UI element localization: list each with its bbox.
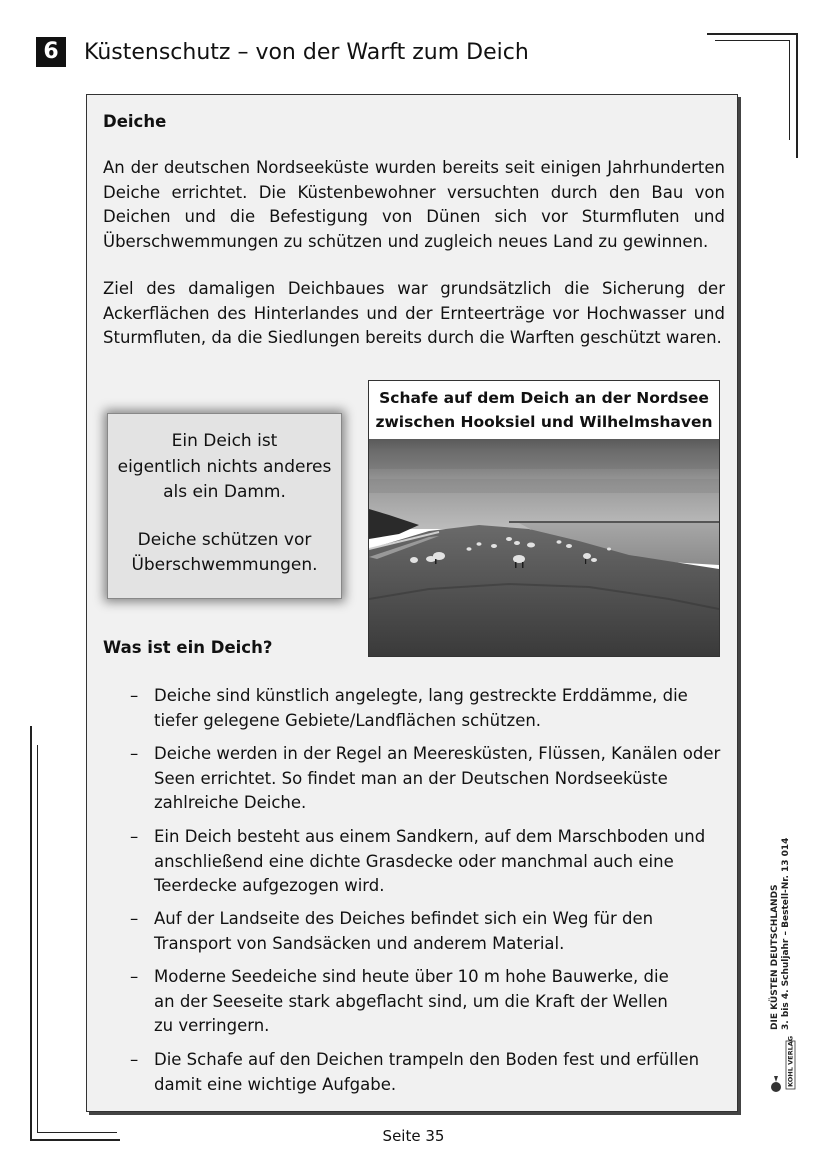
bullet-dash: – <box>130 686 139 705</box>
bullet-dash: – <box>130 744 139 763</box>
bullet-text-line: zu verringern. <box>154 1016 270 1035</box>
paragraph-intro: An der deutschen Nordseeküste wurden bereits seit einigen Jahrhunderten Deiche errichtet. Die Küstenbewohner versuchten durch den Bau von Deichen und die Befestigung von Dünen sich vor Sturmfluten und Überschwemmungen zu schützen und zugleich neues Land zu gewinnen. <box>103 158 725 252</box>
info-box-line: eigentlich nichts anderes <box>117 456 332 477</box>
bullet-dash: – <box>130 967 139 986</box>
bullet-text-line: Auf der Landseite des Deiches befindet sich ein Weg für den <box>154 909 654 928</box>
bullet-text-line: Moderne Seedeiche sind heute über 10 m hohe Bauwerke, die <box>154 967 669 986</box>
bullet-text-line: Transport von Sandsäcken und anderem Material. <box>154 933 565 953</box>
photo-caption <box>369 381 719 439</box>
page-title: Küstenschutz – von der Warft zum Deich <box>84 40 529 65</box>
bullet-text-line: Deiche werden in der Regel an Meeresküsten, Flüssen, Kanälen oder <box>154 744 721 763</box>
publication-title: DIE KÜSTEN DEUTSCHLANDS <box>770 884 780 1030</box>
bullet-text-line: Seen errichtet. So findet man an der Deutschen Nordseeküste <box>154 768 668 788</box>
section-heading-what-is-dike: Was ist ein Deich? <box>103 638 273 657</box>
publication-order-number: 3. bis 4. Schuljahr – Bestell-Nr. 13 014 <box>781 837 791 1030</box>
corner-decoration <box>30 726 32 1140</box>
bullet-text-line: an der Seeseite stark abgeflacht sind, um die Kraft der Wellen <box>154 991 668 1011</box>
bullet-text-line: tiefer gelegene Gebiete/Landflächen schützen. <box>154 710 542 730</box>
dike-sheep-photo <box>369 439 719 656</box>
photo-figure <box>368 380 720 657</box>
corner-decoration <box>789 40 790 140</box>
info-box-line: Deiche schützen vor <box>137 529 312 550</box>
chapter-number-badge: 6 <box>36 37 66 67</box>
bullet-text-line: Ein Deich besteht aus einem Sandkern, auf dem Marschboden und <box>154 827 706 846</box>
photo-caption-line: zwischen Hooksiel und Wilhelmshaven <box>375 413 713 431</box>
bullet-text-line: anschließend eine dichte Grasdecke oder manchmal auch eine <box>154 851 674 871</box>
bullet-text-line: Teerdecke aufgezogen wird. <box>154 876 385 895</box>
paragraph-goal: Ziel des damaligen Deichbaues war grundsätzlich die Sicherung der Ackerflächen des Hinterlandes und der Ernteerträge vor Hochwasser und Sturmfluten, da die Siedlungen bereits durch die Warften geschützt waren. <box>103 279 725 348</box>
info-box-line: Ein Deich ist <box>171 431 278 451</box>
bullet-text-line: damit eine wichtige Aufgabe. <box>154 1074 397 1094</box>
publisher-name: KOHL VERLAG <box>786 1035 795 1087</box>
corner-decoration <box>715 40 790 41</box>
corner-decoration <box>707 33 797 35</box>
info-box <box>107 413 342 599</box>
publisher-logo <box>768 1035 798 1095</box>
section-heading-deiche: Deiche <box>103 112 167 131</box>
info-box-line: als ein Damm. <box>163 482 286 502</box>
publication-info <box>770 838 792 1030</box>
corner-decoration <box>796 33 798 158</box>
bullet-dash: – <box>130 827 139 846</box>
photo-caption-line: Schafe auf dem Deich an der Nordsee <box>379 389 709 407</box>
page-number: Seite 35 <box>382 1127 445 1145</box>
bullet-text-line: Die Schafe auf den Deichen trampeln den Boden fest und erfüllen <box>154 1050 700 1069</box>
info-box-line: Überschwemmungen. <box>131 555 318 575</box>
corner-decoration <box>37 745 38 1133</box>
bullet-text-line: Deiche sind künstlich angelegte, lang gestreckte Erddämme, die <box>154 686 688 705</box>
bullet-text-line: zahlreiche Deiche. <box>154 793 307 812</box>
bullet-dash: – <box>130 909 139 928</box>
bullet-dash: – <box>130 1050 139 1069</box>
